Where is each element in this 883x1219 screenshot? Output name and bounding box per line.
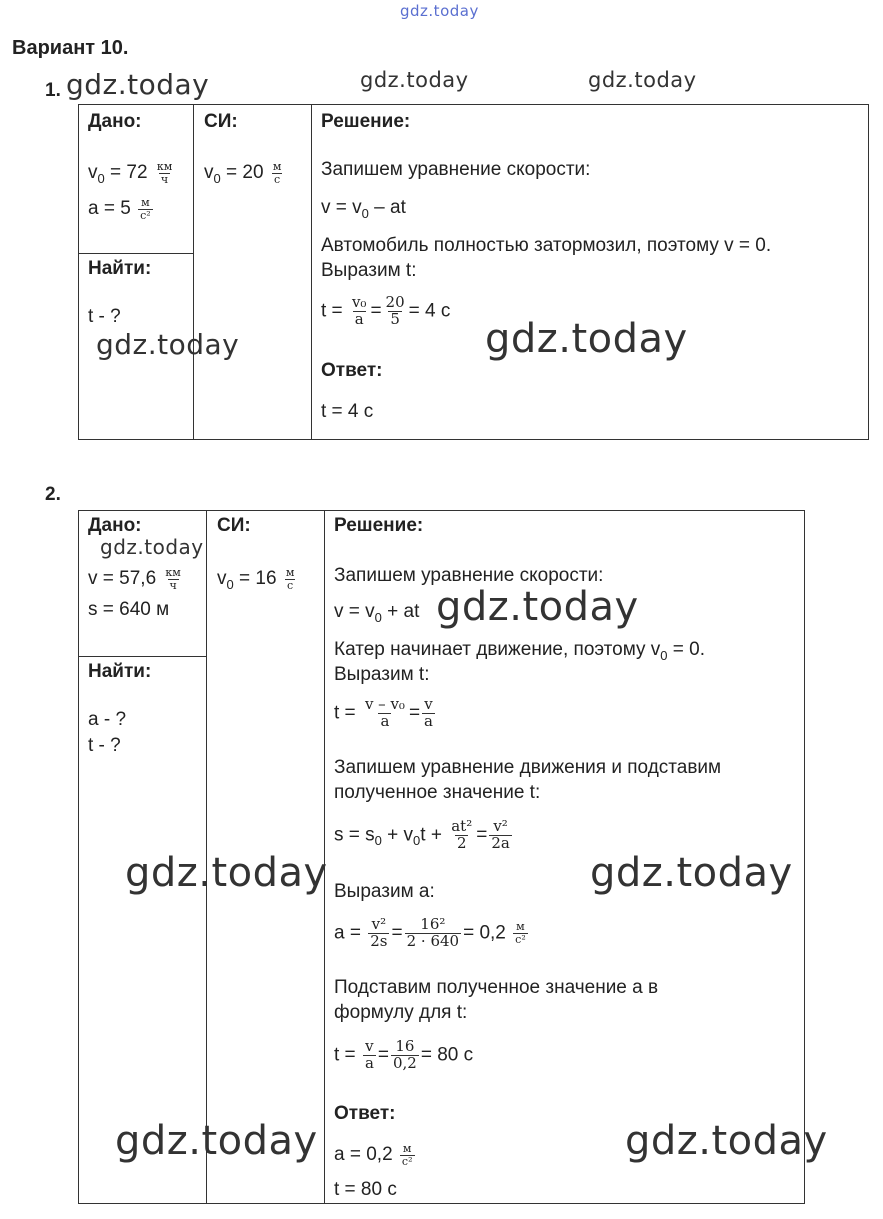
sol-formula: $s = s_0 + v_0t$ + $\frac{\text{at²}}{2}$ = $\frac{\text{v²}}{2a}$	[334, 817, 510, 852]
find-label: Найти:	[88, 258, 152, 280]
sol-formula: t = $\frac{v}{a}$ = $\frac{16}{0,2}$ = 80 с	[334, 1037, 474, 1072]
sol-line: Выразим a:	[334, 881, 435, 902]
answer-a: a = 0,2 $\frac{м}{\text{с²}}$	[334, 1142, 413, 1168]
dano-label: Дано:	[88, 111, 142, 132]
sol-line: формулу для t:	[334, 1002, 468, 1023]
sol-line: Выразим t:	[334, 664, 430, 685]
sol-formula: t = $\frac{\text{v – v₀}}{a}$ = $\frac{v}{a}$	[334, 695, 433, 730]
dano-label: Дано:	[88, 515, 142, 536]
answer-t: t = 80 с	[334, 1179, 397, 1200]
sol-line: $v = v_0$ – at	[321, 197, 406, 221]
watermark: gdz.today	[66, 68, 210, 101]
answer-label: Ответ:	[334, 1103, 396, 1124]
task2-given-cell	[79, 511, 207, 657]
sol-line: полученное значение t:	[334, 782, 541, 803]
find-a: a - ?	[88, 709, 127, 730]
sol-line: Запишем уравнение скорости:	[321, 159, 591, 180]
watermark: gdz.today	[100, 535, 204, 559]
sol-line: Запишем уравнение скорости:	[334, 565, 604, 586]
solution-label: Решение:	[321, 111, 411, 132]
given-a: a = 5 $\frac{м}{\text{с²}}$	[88, 196, 151, 222]
watermark: gdz.today	[125, 850, 328, 896]
task2-number: 2.	[45, 484, 61, 505]
solution-label: Решение:	[334, 515, 424, 536]
watermark: gdz.today	[115, 1118, 318, 1164]
sol-line: Автомобиль полностью затормозил, поэтому v = 0.	[321, 235, 772, 256]
si-label: СИ:	[204, 111, 238, 132]
sol-line: Подставим полученное значение a в	[334, 977, 659, 998]
si-label: СИ:	[217, 515, 251, 536]
watermark: gdz.today	[625, 1118, 828, 1164]
watermark: gdz.today	[590, 850, 793, 896]
watermark: gdz.today	[96, 328, 240, 361]
watermark: gdz.today	[588, 68, 697, 92]
page-title: Вариант 10.	[12, 37, 129, 59]
given-v0: $v_0 = 72$ $\frac{км}{ч}$	[88, 160, 173, 186]
watermark: gdz.today	[485, 316, 688, 362]
sol-line: Катер начинает движение, поэтому $v_0 = 0$.	[334, 639, 706, 663]
find-t: t - ?	[88, 306, 121, 328]
task1-table	[78, 104, 869, 440]
answer-label: Ответ:	[321, 360, 383, 381]
sol-line: Выразим t:	[321, 260, 417, 281]
answer: t = 4 с	[321, 401, 374, 422]
task1-solution-cell	[312, 105, 869, 440]
find-t: t - ?	[88, 735, 121, 756]
watermark-top: gdz.today	[400, 2, 479, 20]
task1-given-cell	[79, 105, 194, 254]
sol-line: Запишем уравнение движения и подставим	[334, 757, 722, 778]
si-v0: $v_0 = 16$ $\frac{м}{с}$	[217, 566, 295, 592]
given-s: s = 640 м	[88, 599, 170, 620]
find-label: Найти:	[88, 661, 152, 682]
watermark: gdz.today	[360, 68, 469, 92]
sol-formula: a = $\frac{\text{v²}}{2s}$ = $\frac{\text{16²}}{2 \cdot 640}$ = 0,2 $\frac{м}{\text{с²}}$	[334, 915, 526, 950]
sol-line: $v = v_0$ + at	[334, 601, 420, 625]
si-v0: $v_0 = 20$ $\frac{м}{с}$	[204, 160, 282, 186]
sol-formula: t = $\frac{\text{v₀}}{a}$ = $\frac{20}{5}$ = 4 с	[321, 293, 451, 328]
task1-number: 1.	[45, 80, 61, 101]
watermark: gdz.today	[436, 584, 639, 630]
given-v: v = 57,6 $\frac{км}{ч}$	[88, 566, 181, 592]
task1-si-cell	[194, 105, 312, 440]
